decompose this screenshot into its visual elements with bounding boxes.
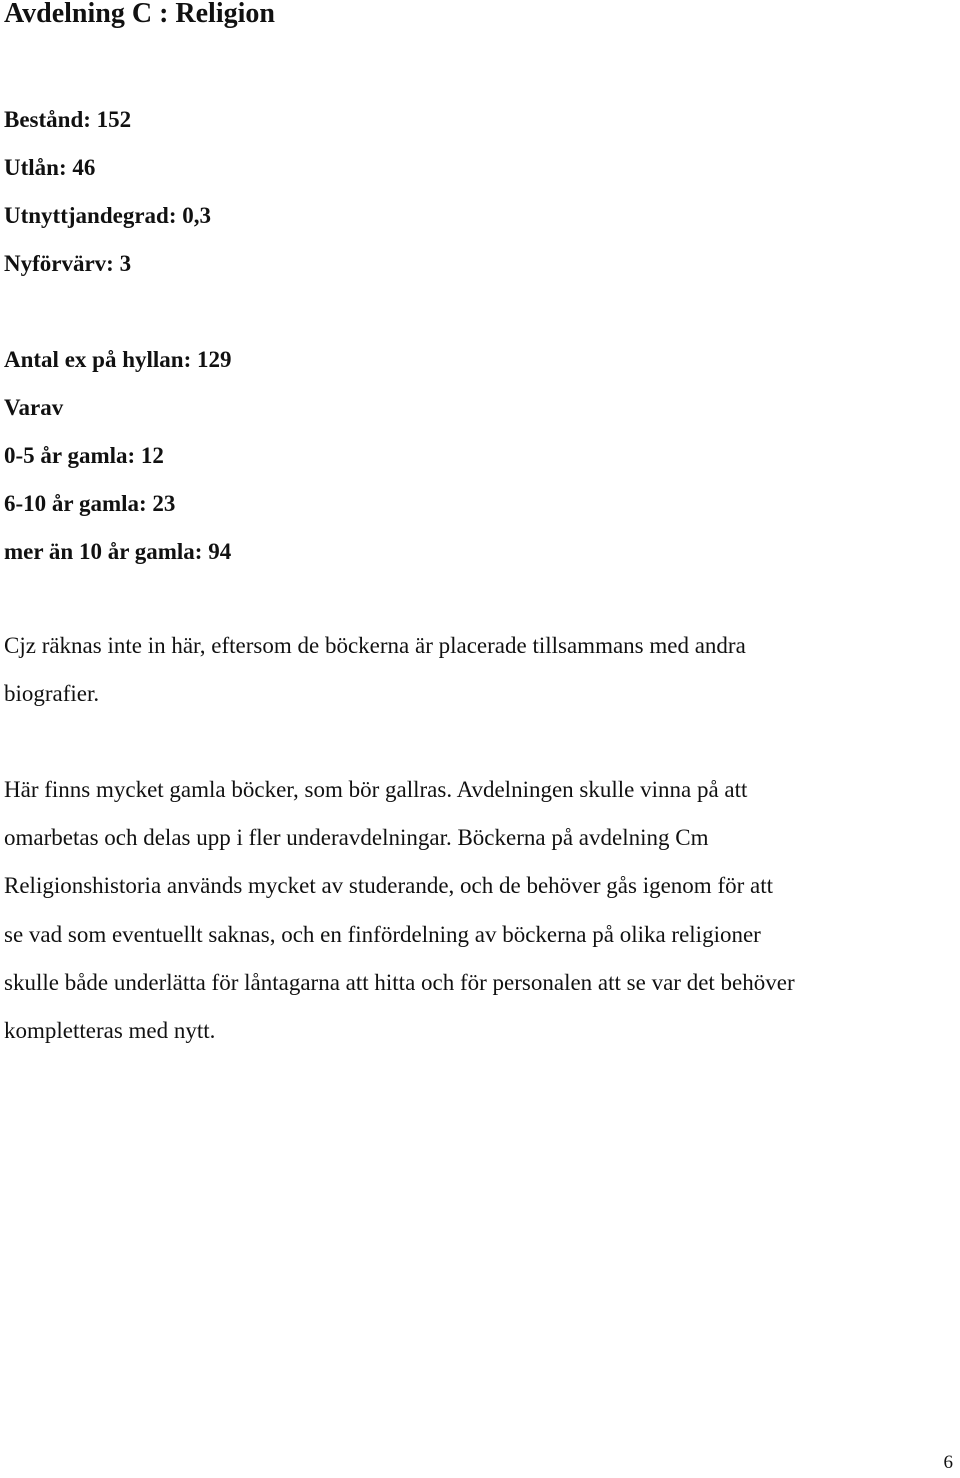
note-paragraph (4, 622, 960, 718)
body-line: Här finns mycket gamla böcker, som bör gallras. Avdelningen skulle vinna på att (4, 777, 748, 802)
body-line: Religionshistoria används mycket av studerande, och de behöver gås igenom för att (4, 873, 774, 899)
stat-nyforvarv: Nyförvärv: 3 (4, 251, 132, 276)
shelf-varav: Varav (4, 395, 64, 420)
page-number: 6 (943, 1452, 953, 1473)
body-line: kompletteras med nytt. (4, 1018, 216, 1044)
shelf-age-6-10: 6-10 år gamla: 23 (4, 491, 176, 516)
shelf-antal: Antal ex på hyllan: 129 (4, 347, 232, 372)
stat-utlan: Utlån: 46 (4, 155, 96, 180)
body-paragraph (4, 766, 960, 1055)
stat-utnyttjandegrad: Utnyttjandegrad: 0,3 (4, 203, 211, 228)
shelf-age-over-10: mer än 10 år gamla: 94 (4, 539, 232, 564)
body-line: se vad som eventuellt saknas, och en finfördelning av böckerna på olika religioner (4, 921, 761, 947)
stat-bestand: Bestånd: 152 (4, 107, 132, 132)
body-line: omarbetas och delas upp i fler underavdelningar. Böckerna på avdelning Cm (4, 825, 709, 851)
note-line: biografier. (4, 681, 100, 707)
body-line: skulle både underlätta för låntagarna att hitta och för personalen att se var det behöver (4, 969, 795, 995)
section-title: Avdelning C : Religion (4, 0, 275, 29)
note-line: Cjz räknas inte in här, eftersom de böckerna är placerade tillsammans med andra (4, 633, 746, 658)
shelf-age-0-5: 0-5 år gamla: 12 (4, 443, 164, 468)
